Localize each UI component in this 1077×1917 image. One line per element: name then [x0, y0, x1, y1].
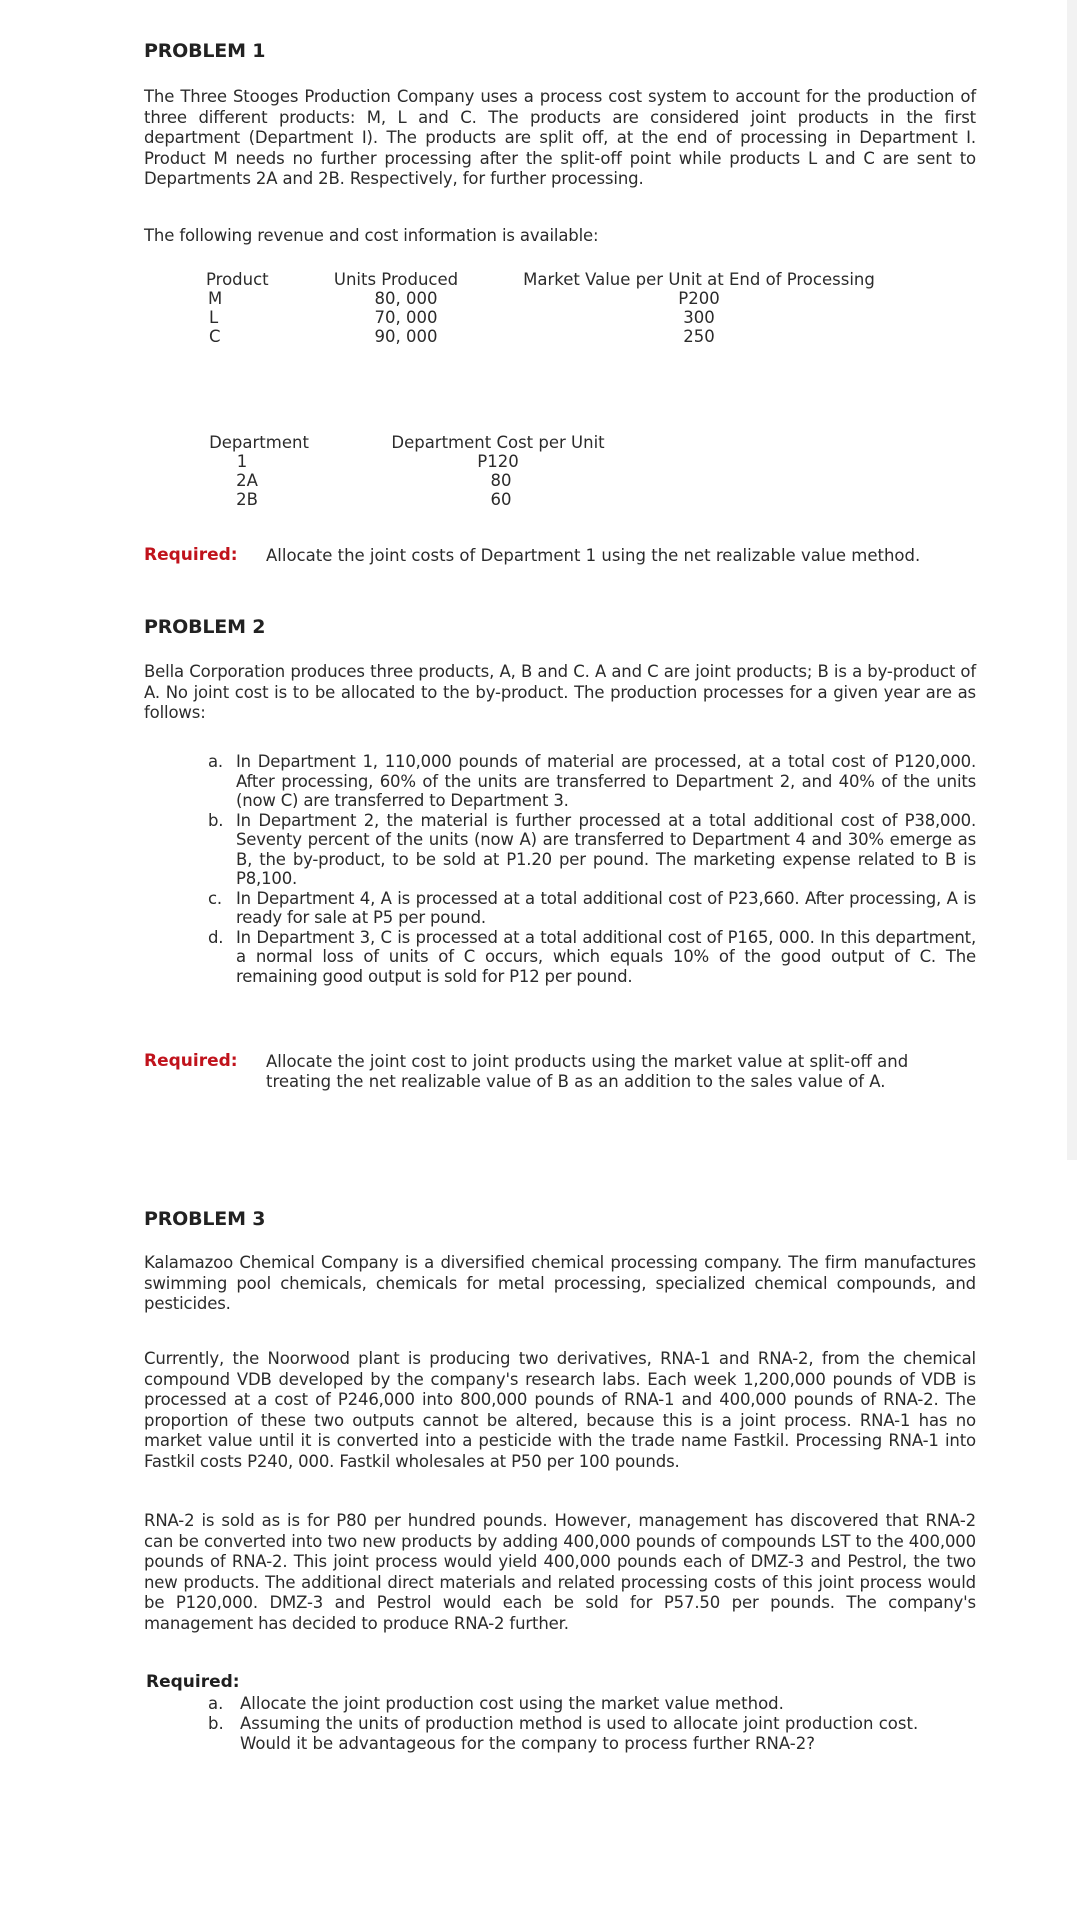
- units-column: [326, 270, 466, 346]
- problem1-info: The following revenue and cost information is available:: [144, 226, 599, 245]
- problem3-required-list: [208, 1694, 968, 1754]
- dept-2b: 2B: [236, 490, 258, 509]
- product-l: L: [209, 308, 219, 327]
- scroll-edge: [1067, 0, 1077, 1160]
- problem3-para2: Currently, the Noorwood plant is producing two derivatives, RNA-1 and RNA-2, from the chemical compound VDB developed by the company's research labs. Each week 1,200,000 pounds of VDB is processed at a cost of P246,000 into 800,000 pounds of RNA-1 and 400,000 pounds of RNA-2. The proportion of these two outputs cannot be altered, because this is a joint process. RNA-1 has no market value until it is converted into a pesticide with the trade name Fastkil. Processing RNA-1 into Fastkil costs P240, 000. Fastkil wholesales at P50 per 100 pounds.: [144, 1349, 976, 1471]
- list-item: a. Allocate the joint production cost using the market value method.: [208, 1694, 784, 1713]
- header-units: Units Produced: [333, 270, 459, 289]
- problem1-intro: The Three Stooges Production Company uses a process cost system to account for the production of three different products: M, L and C. The products are considered joint products in the first department (Department I). The products are split off, at the end of processing in Department I. Product M needs no further processing after the split-off point while products L and C are sent to Departments 2A and 2B. Respectively, for further processing.: [144, 87, 976, 188]
- product-c: C: [209, 327, 221, 346]
- problem1-required-label: Required:: [144, 545, 238, 565]
- problem2-process-list: [208, 752, 976, 986]
- header-department: Department: [209, 433, 309, 452]
- list-item: c. In Department 4, A is processed at a total additional cost of P23,660. After processing, A is ready for sale at P5 per pound.: [208, 888, 976, 927]
- cost-1: P120: [477, 452, 519, 471]
- problem2-intro: Bella Corporation produces three products, A, B and C. A and C are joint products; B is a by-product of A. No joint cost is to be allocated to the by-product. The production processes for a given year are as follows:: [144, 662, 976, 722]
- units-l: 70, 000: [374, 308, 438, 327]
- units-c: 90, 000: [374, 327, 438, 346]
- dept-2a: 2A: [236, 471, 258, 490]
- product-m: M: [208, 289, 223, 308]
- list-item: b. Assuming the units of production method is used to allocate joint production cost. Would it be advantageous for the company to process further RNA-2?: [208, 1714, 919, 1753]
- units-m: 80, 000: [374, 289, 438, 308]
- problem1-heading: PROBLEM 1: [144, 40, 266, 62]
- problem2-heading: PROBLEM 2: [144, 616, 266, 638]
- department-table: [0, 433, 1077, 523]
- problem3-heading: PROBLEM 3: [144, 1208, 266, 1230]
- header-product: Product: [206, 270, 269, 289]
- problem1-required-text: Allocate the joint costs of Department 1 using the net realizable value method.: [266, 546, 921, 565]
- value-c: 250: [683, 327, 715, 346]
- market-value-column: [514, 270, 884, 346]
- list-item: b. In Department 2, the material is further processed at a total additional cost of P38,000. Seventy percent of the units (now A) are transferred to Department 4 and 30% emerge as B, the by-product, to be sold at P1.20 per pound. The marketing expense related to B is P8,100.: [208, 810, 976, 888]
- header-market-value: Market Value per Unit at End of Processing: [523, 270, 875, 289]
- problem3-para3: RNA-2 is sold as is for P80 per hundred pounds. However, management has discovered that RNA-2 can be converted into two new products by adding 400,000 pounds of compounds LST to the 400,000 pounds of RNA-2. This joint process would yield 400,000 pounds each of DMZ-3 and Pestrol, the two new products. The additional direct materials and related processing costs of this joint process would be P120,000. DMZ-3 and Pestrol would each be sold for P57.50 per pounds. The company's management has decided to produce RNA-2 further.: [144, 1511, 976, 1633]
- problem3-required-label: Required:: [146, 1672, 240, 1692]
- value-m: P200: [678, 289, 720, 308]
- problem2-required-text: Allocate the joint cost to joint products using the market value at split-off and treating the net realizable value of B as an addition to the sales value of A.: [266, 1052, 909, 1091]
- header-dept-cost: Department Cost per Unit: [391, 433, 605, 452]
- list-item: d. In Department 3, C is processed at a total additional cost of P165, 000. In this department, a normal loss of units of C occurs, which equals 10% of the good output of C. The remaining good output is sold for P12 per pound.: [208, 927, 976, 986]
- cost-2a: 80: [490, 471, 512, 490]
- dept-cost-column: [388, 433, 608, 509]
- value-l: 300: [683, 308, 715, 327]
- department-column: [204, 433, 314, 509]
- dept-1: 1: [236, 452, 248, 471]
- list-item: a. In Department 1, 110,000 pounds of material are processed, at a total cost of P120,000. After processing, 60% of the units are transferred to Department 2, and 40% of the units (now C) are transferred to Department 3.: [208, 752, 976, 810]
- problem2-required-label: Required:: [144, 1051, 238, 1071]
- products-column: [206, 270, 276, 346]
- cost-2b: 60: [490, 490, 512, 509]
- products-table: [0, 270, 1077, 360]
- problem3-para1: Kalamazoo Chemical Company is a diversified chemical processing company. The firm manufactures swimming pool chemicals, chemicals for metal processing, specialized chemical compounds, and pesticides.: [144, 1253, 976, 1313]
